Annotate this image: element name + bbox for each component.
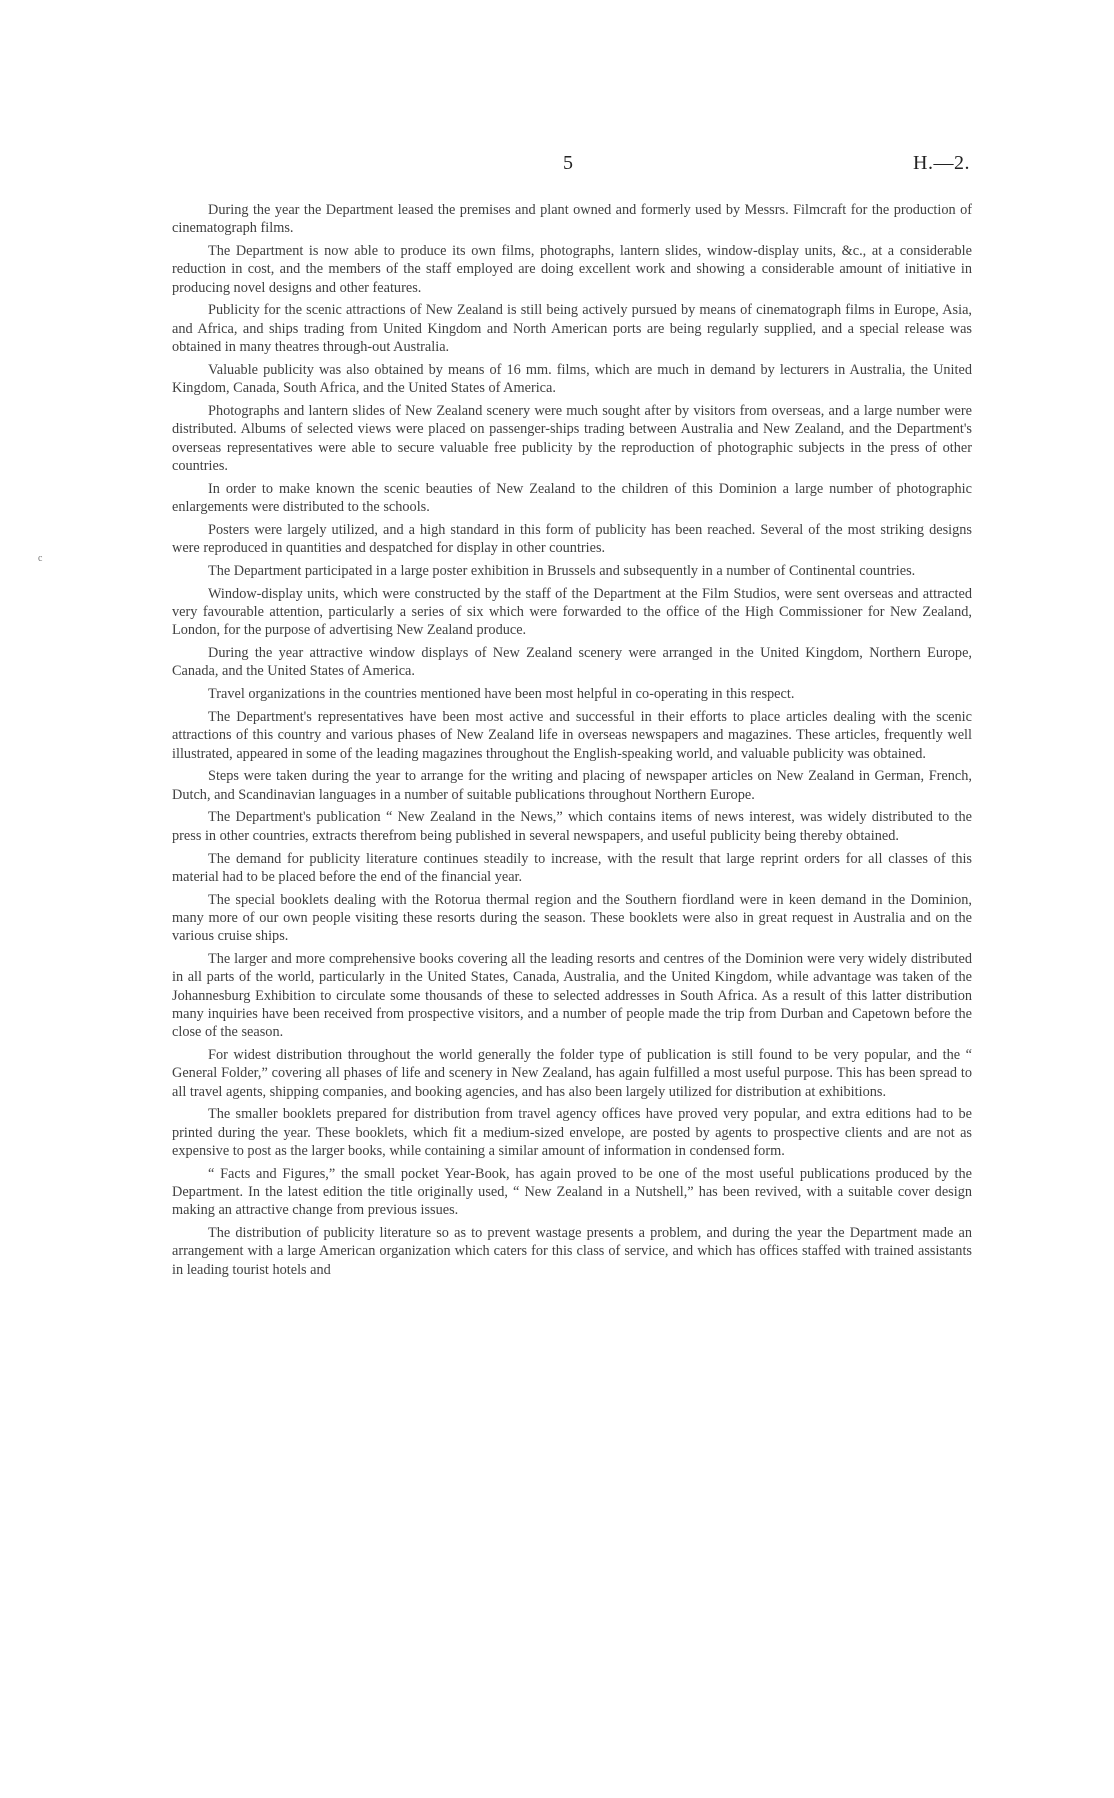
paragraph: During the year attractive window displays of New Zealand scenery were arranged in the United Kingdom, Northern Europe, Canada, and the United States of America. (172, 645, 972, 680)
paragraph: Valuable publicity was also obtained by means of 16 mm. films, which are much in demand by lecturers in Australia, the United Kingdom, Canada, South Africa, and the United States of America. (172, 361, 972, 397)
margin-mark: c (38, 553, 43, 564)
document-reference: H.—2. (913, 152, 970, 174)
paragraph: The smaller booklets prepared for distribution from travel agency offices have proved very popular, and extra editions had to be printed during the year. These booklets, which fit a medium-sized envelope, are posted by agents to prospective clients and are not as expensive to post as the larger books, while containing a similar amount of information in condensed form. (172, 1106, 972, 1159)
paragraph: In order to make known the scenic beauties of New Zealand to the children of this Dominion a large number of photographic enlargements were distributed to the schools. (172, 480, 972, 515)
paragraph: The Department's representatives have been most active and successful in their efforts to place articles dealing with the scenic attractions of this country and various phases of New Zealand life in overseas newspapers and magazines. These articles, frequently well illustrated, appeared in some of the leading magazines throughout the English-speaking world, and valuable publicity was obtained. (172, 708, 972, 762)
paragraph: Posters were largely utilized, and a high standard in this form of publicity has been reached. Several of the most striking designs were reproduced in quantities and despatched for display in other countries. (172, 521, 972, 557)
paragraph: The Department is now able to produce its own films, photographs, lantern slides, window-display units, &c., at a considerable reduction in cost, and the members of the staff employed are doing excellent work and showing a considerable amount of initiative in producing novel designs and other features. (172, 243, 972, 296)
paragraph: Travel organizations in the countries mentioned have been most helpful in co-operating in this respect. (208, 686, 795, 703)
paragraph: Window-display units, which were constructed by the staff of the Department at the Film Studios, were sent overseas and attracted very favourable attention, particularly a series of six which were forwarded to the office of the High Commissioner for New Zealand, London, for the purpose of advertising New Zealand produce. (172, 585, 972, 639)
paragraph: For widest distribution throughout the world generally the folder type of publication is still found to be very popular, and the “ General Folder,” covering all phases of life and scenery in New Zealand, has again fulfilled a most useful purpose. This has been spread to all travel agents, shipping companies, and booking agencies, and has also been largely utilized for distribution at exhibitions. (172, 1046, 972, 1100)
paragraph: The Department's publication “ New Zealand in the News,” which contains items of news interest, was widely distributed to the press in other countries, extracts therefrom being published in several newspapers, and useful publicity being thereby obtained. (172, 809, 972, 844)
page-number: 5 (563, 152, 573, 174)
paragraph: The distribution of publicity literature so as to prevent wastage presents a problem, and during the year the Department made an arrangement with a large American organization which caters for this class of service, and which has offices staffed with trained assistants in leading tourist hotels and (172, 1225, 972, 1278)
paragraph: Steps were taken during the year to arrange for the writing and placing of newspaper articles on New Zealand in German, French, Dutch, and Scandinavian languages in a number of suitable publications throughout Northern Europe. (172, 768, 972, 803)
paragraph: The larger and more comprehensive books covering all the leading resorts and centres of the Dominion were very widely distributed in all parts of the world, particularly in the United States, Canada, Australia, and the United Kingdom, while advantage was taken of the Johannesburg Exhibition to circulate some thousands of these to selected addresses in South Africa. As a result of this latter distribution many inquiries have been received from prospective visitors, and a number of people made the trip from Durban and Capetown before the close of the season. (172, 950, 972, 1041)
paragraph: “ Facts and Figures,” the small pocket Year-Book, has again proved to be one of the most useful publications produced by the Department. In the latest edition the title originally used, “ New Zealand in a Nutshell,” has been revived, with a suitable cover design making an attractive change from previous issues. (172, 1165, 972, 1219)
paragraph: The demand for publicity literature continues steadily to increase, with the result that large reprint orders for all classes of this material had to be placed before the end of the financial year. (172, 850, 972, 885)
paragraph: The special booklets dealing with the Rotorua thermal region and the Southern fiordland were in keen demand in the Dominion, many more of our own people visiting these resorts during the season. These booklets were also in great request in Australia and on the various cruise ships. (172, 891, 972, 945)
paragraph: During the year the Department leased the premises and plant owned and formerly used by Messrs. Filmcraft for the production of cinematograph films. (172, 202, 972, 237)
paragraph: Publicity for the scenic attractions of New Zealand is still being actively pursued by means of cinematograph films in Europe, Asia, and Africa, and ships trading from United Kingdom and North American ports are being regularly supplied, and a special release was obtained in many theatres through-out Australia. (172, 302, 972, 356)
body-text (172, 201, 972, 1284)
paragraph: The Department participated in a large poster exhibition in Brussels and subsequently in a number of Continental countries. (208, 562, 916, 579)
paragraph: Photographs and lantern slides of New Zealand scenery were much sought after by visitors from overseas, and a large number were distributed. Albums of selected views were placed on passenger-ships trading between Australia and New Zealand, and the Department's overseas representatives were able to secure valuable free publicity by the reproduction of photographic subjects in the press of other countries. (172, 402, 972, 474)
